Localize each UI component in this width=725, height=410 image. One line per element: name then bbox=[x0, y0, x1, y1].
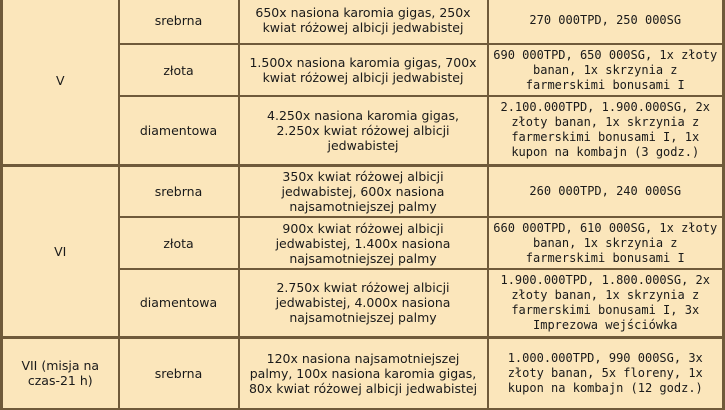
reward-cell: 260 000TPD, 240 000SG bbox=[488, 165, 724, 217]
reward-cell: 1.900.000TPD, 1.800.000SG, 2x złoty banan, 1x skrzynia z farmerskimi bonusami I, 3x Imprezowa wejściówka bbox=[488, 269, 724, 337]
table-row bbox=[2, 0, 724, 44]
tier-cell: srebrna bbox=[119, 0, 239, 44]
reward-cell: 2.100.000TPD, 1.900.000SG, 2x złoty banan, 1x skrzynia z farmerskimi bonusami I, 1x kupon na kombajn (3 godz.) bbox=[488, 96, 724, 165]
cost-cell: 120x nasiona najsamotniejszej palmy, 100x nasiona karomia gigas, 80x kwiat różowej albicji jedwabistej bbox=[239, 337, 488, 409]
table-row bbox=[2, 337, 724, 409]
cost-cell: 350x kwiat różowej albicji jedwabistej, 600x nasiona najsamotniejszej palmy bbox=[239, 165, 488, 217]
tier-cell: srebrna bbox=[119, 165, 239, 217]
level-cell: VI bbox=[2, 165, 119, 337]
reward-cell: 660 000TPD, 610 000SG, 1x złoty banan, 1x skrzynia z farmerskimi bonusami I bbox=[488, 217, 724, 269]
cost-cell: 650x nasiona karomia gigas, 250x kwiat różowej albicji jedwabistej bbox=[239, 0, 488, 44]
reward-cell: 270 000TPD, 250 000SG bbox=[488, 0, 724, 44]
tier-cell: diamentowa bbox=[119, 269, 239, 337]
reward-cell: 690 000TPD, 650 000SG, 1x złoty banan, 1x skrzynia z farmerskimi bonusami I bbox=[488, 44, 724, 96]
cost-cell: 1.500x nasiona karomia gigas, 700x kwiat różowej albicji jedwabistej bbox=[239, 44, 488, 96]
tier-cell: diamentowa bbox=[119, 96, 239, 165]
cost-cell: 900x kwiat różowej albicji jedwabistej, 1.400x nasiona najsamotniejszej palmy bbox=[239, 217, 488, 269]
table-row bbox=[2, 165, 724, 217]
cost-cell: 2.750x kwiat różowej albicji jedwabistej, 4.000x nasiona najsamotniejszej palmy bbox=[239, 269, 488, 337]
tier-cell: złota bbox=[119, 44, 239, 96]
level-cell: V bbox=[2, 0, 119, 165]
level-cell: VII (misja na czas-21 h) bbox=[2, 337, 119, 409]
tier-cell: złota bbox=[119, 217, 239, 269]
reward-cell: 1.000.000TPD, 990 000SG, 3x złoty banan, 5x floreny, 1x kupon na kombajn (12 godz.) bbox=[488, 337, 724, 409]
cost-cell: 4.250x nasiona karomia gigas, 2.250x kwiat różowej albicji jedwabistej bbox=[239, 96, 488, 165]
tier-cell: srebrna bbox=[119, 337, 239, 409]
